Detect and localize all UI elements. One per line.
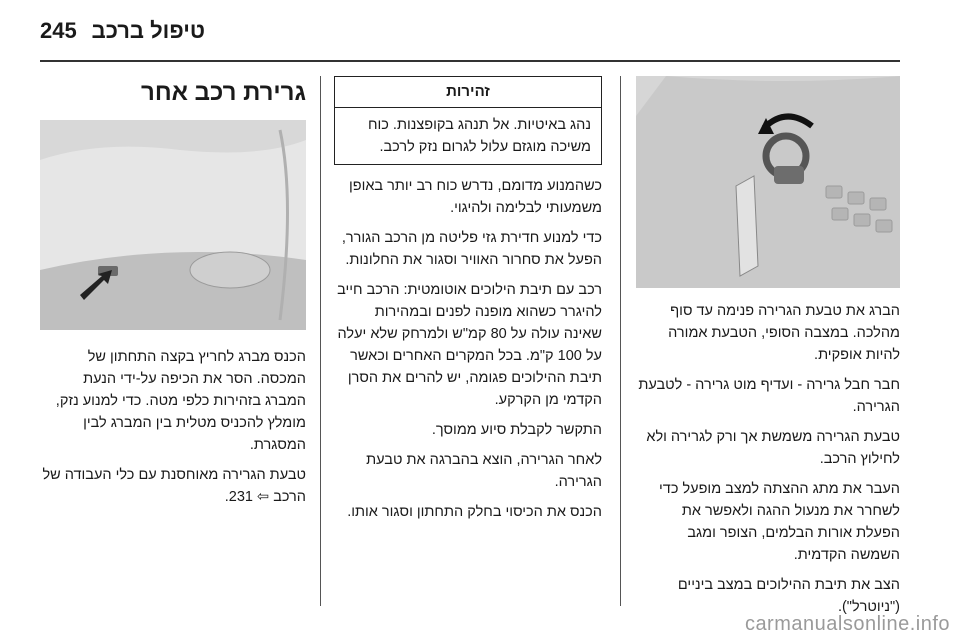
paragraph: טבעת הגרירה משמשת אך ורק לגרירה ולא לחילוץ הרכב. bbox=[646, 429, 900, 467]
towing-instructions-column bbox=[334, 76, 602, 531]
warning-box bbox=[334, 76, 602, 165]
section-heading: גרירת רכב אחר bbox=[141, 79, 306, 106]
paragraph: לאחר הגרירה, הוצא בהברגה את טבעת הגרירה. bbox=[366, 452, 602, 490]
section-title: טיפול ברכב bbox=[91, 18, 205, 43]
paragraph: הכנס את הכיסוי בחלק התחתון וסגור אותו. bbox=[347, 504, 602, 520]
page-number: 245 bbox=[40, 18, 77, 43]
watermark: carmanualsonline.info bbox=[744, 613, 950, 635]
paragraph: טבעת הגרירה מאוחסנת עם כלי העבודה של הרכב ⇦ 231. bbox=[42, 467, 306, 505]
column-divider bbox=[320, 76, 321, 606]
paragraph: כשהמנוע מדומם, נדרש כוח רב יותר באופן משמעותי לבלימה ולהיגוי. bbox=[348, 178, 602, 216]
paragraph: העבר את מתג ההצתה למצב מופעל כדי לשחרר את מנעול ההגה ולאפשר את הפעלת אורות הבלמים, הצופר ומגב השמשה הקדמית. bbox=[659, 481, 900, 563]
rear-bumper-photo bbox=[40, 120, 306, 330]
paragraph: רכב עם תיבת הילוכים אוטומטית: הרכב חייב להיגרר כשהוא מופנה לפנים ובמהירות שאינה עולה על 80 קמ"ש ולמרחק שלא יעלה על 100 ק"מ. בכל המקרים האחרים וכאשר תיבת ההילוכים פגומה, יש להרים את הסרן הקדמי מן הקרקע. bbox=[337, 282, 602, 408]
warning-title: זהירות bbox=[335, 77, 601, 108]
page-header bbox=[40, 18, 900, 48]
tow-other-vehicle-section bbox=[40, 76, 306, 516]
header-rule bbox=[40, 60, 900, 62]
paragraph: כדי למנוע חדירת גזי פליטה מן הרכב הגורר, הפעל את סחרור האוויר וסגור את החלונות. bbox=[341, 230, 602, 268]
paragraph: הכנס מברג לחריץ בקצה התחתון של המכסה. הסר את הכיפה על-ידי הנעת המברג בזהירות כלפי מטה. כדי למנוע נזק, מומלץ להכניס מטלית בין המברג לבין המסגרת. bbox=[55, 349, 306, 453]
paragraph: חבר חבל גרירה - ועדיף מוט גרירה - לטבעת הגרירה. bbox=[638, 377, 900, 415]
tow-ring-column bbox=[636, 76, 900, 626]
paragraph: התקשר לקבלת סיוע ממוסך. bbox=[431, 422, 602, 438]
paragraph: הברג את טבעת הגרירה פנימה עד סוף מהלכה. במצבה הסופי, הטבעת אמורה להיות אופקית. bbox=[668, 303, 900, 363]
warning-text: נהג באיטיות. אל תנהג בקופצנות. כוח משיכה מוגזם עלול לגרום נזק לרכב. bbox=[367, 117, 591, 155]
tow-ring-photo bbox=[636, 76, 900, 288]
paragraph: הצב את תיבת ההילוכים במצב ביניים ("ניוטרל"). bbox=[677, 577, 900, 615]
column-divider bbox=[620, 76, 621, 606]
